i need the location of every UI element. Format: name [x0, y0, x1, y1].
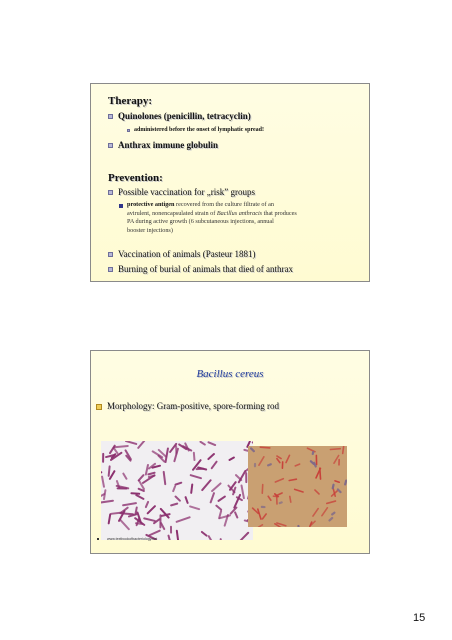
square-bullet-icon: [108, 114, 113, 119]
prevention-subitem-antigen: [119, 201, 339, 235]
antigen-description: protective antigen recovered from the culture filtrate of an avirulent, nonencapsulated strain of Bacillus anthracis that produces PA during active growth (6 subcutaneous injections, annual booster injections): [127, 201, 297, 234]
bullet-dot-icon: [97, 538, 99, 540]
square-bullet-icon: [108, 252, 113, 257]
slide-bacillus-cereus: [90, 350, 370, 554]
prevention-item-vaccination: Possible vaccination for „risk” groups: [108, 187, 255, 198]
page-number: 15: [413, 612, 426, 624]
square-bullet-icon: [108, 143, 113, 148]
therapy-subitem: administered before the onset of lymphatic spread!: [127, 126, 264, 134]
spore-stain-micrograph: [248, 446, 347, 527]
therapy-item-globulin: Anthrax immune globulin: [108, 140, 218, 151]
square-bullet-icon: [127, 129, 130, 132]
gram-stain-micrograph: [101, 441, 253, 540]
slide-title: Bacillus cereus: [196, 368, 264, 380]
square-bullet-icon: [119, 204, 123, 208]
therapy-item-quinolones: Quinolones (penicillin, tetracyclin): [108, 111, 251, 122]
square-bullet-icon: [108, 267, 113, 272]
prevention-heading: Prevention:: [108, 172, 163, 184]
square-bullet-icon: [96, 404, 102, 410]
square-bullet-icon: [108, 190, 113, 195]
source-credit: www.textbookofbacteriology.net: [97, 537, 157, 541]
prevention-item-pasteur: Vaccination of animals (Pasteur 1881): [108, 249, 255, 260]
slide-therapy-prevention: [90, 83, 370, 282]
therapy-heading: Therapy:: [108, 95, 152, 107]
prevention-item-burning: Burning of burial of animals that died of anthrax: [108, 264, 293, 275]
morphology-item: Morphology: Gram-positive, spore-forming rod: [96, 401, 279, 412]
